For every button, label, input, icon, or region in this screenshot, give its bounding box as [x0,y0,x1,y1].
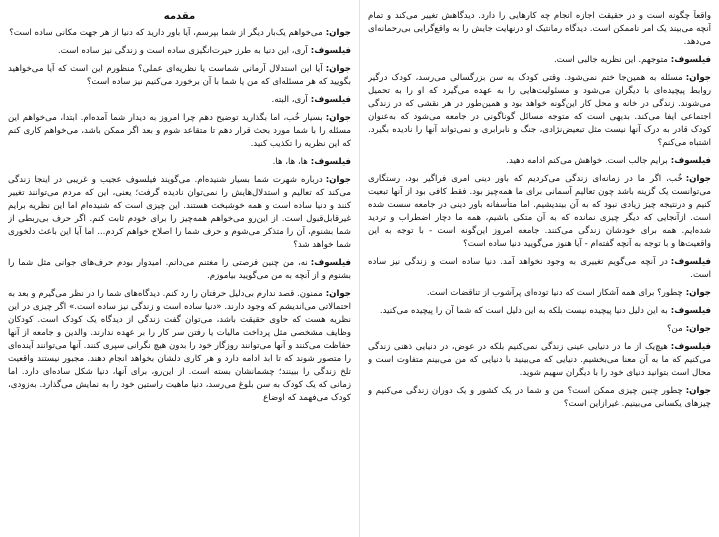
dialogue-paragraph [8,257,351,283]
paragraph-text: نه، من چنین فرصتی را مغتنم می‌دانم. امیدوار بودم حرف‌های جوانی مثل شما را بشنوم و از آنچه به من می‌گویید بیاموزم. [8,258,351,281]
speaker-label: جوان: [325,64,351,74]
paragraph-text: به این دلیل دنیا پیچیده نیست بلکه به این دلیل است که شما آن را پیچیده می‌کنید. [379,306,668,316]
paragraph-text: واقعاً چگونه است و در حقیقت اجازه انجام چه کارهایی را دارد. دیدگاهش تغییر می‌کند و تمام آنچه می‌بیند یک امر ناممکن است. دیدگاه رمانتیک او درنهایت جایش را به واقع‌گرایی بی‌رحمانه‌ای می‌دهد. [368,11,711,47]
paragraph-text: آری، البته. [271,95,308,105]
paragraph-text: هیچ‌یک از ما در دنیایی عینی زندگی نمی‌کنیم بلکه در عوض، در دنیایی ذهنی زندگی می‌کنیم که ما به آن معنا می‌بخشیم. دنیایی که می‌بینید با دنیایی که من می‌بینم متفاوت است و محال است بتوانید دنیای خود را با دیگران سهیم شوید. [368,342,711,378]
dialogue-paragraph [368,256,711,282]
paragraph-text: برایم جالب است. خواهش می‌کنم ادامه دهید. [506,156,668,166]
paragraph-text: درباره شهرت شما بسیار شنیده‌ام. می‌گویند فیلسوف عجیب و غریبی در اینجا زندگی می‌کند که تعالیم و استدلال‌هایش را نمی‌توان نادیده گرفت؛ یعنی، این که مردم می‌توانند تغییر کنند و دنیا ساده است و همه خوشبخت هستند. این چیزی است که شنیده‌ام اما این نظریه برایم غیرقابل‌قبول است. از این‌رو می‌خواهم همه‌چیز را برای خودم ثابت کنم. اگر حرف بی‌ربطی از شما بشنوم، آن را متذکر می‌شوم و حرف شما را اصلاح خواهم کردم... اما آیا این باعث دلخوری شما خواهد شد؟ [8,175,351,250]
speaker-label: جوان: [685,174,711,184]
speaker-label: فیلسوف: [310,95,351,105]
paragraph-text: آیا این استدلال آرمانی شماست یا نظریه‌ای عملی؟ منظورم این است که آیا می‌خواهید بگویید که هر مسئله‌ای که من یا شما با آن برخورد می‌کنیم نیز ساده است؟ [8,64,351,87]
dialogue-paragraph [368,173,711,251]
paragraph-text: مسئله به همین‌جا ختم نمی‌شود. وقتی کودک به سن بزرگسالی می‌رسد، کودک درگیر روابط پیچیده‌ای با دیگران می‌شود و مسئولیت‌هایی را به عهده می‌گیرد که او را به تحمیل می‌شوند. زندگی در خانه و محل کار این‌گونه خواهد بود و همین‌طور در هر نقشی که در زندگی اجتماعی ایفا می‌کند. بدیهی است که متوجه مسائل گوناگونی در جامعه می‌شود که به‌عنوان کودک قادر به درک آنها نیست مثل تبعیض‌نژادی، جنگ و نابرابری و نمی‌تواند آنها را نادیده بگیرد. اشتباه می‌کنم؟ [368,73,711,148]
dialogue-paragraph [368,385,711,411]
dialogue-paragraph [8,45,351,58]
dialogue-paragraph [368,54,711,67]
speaker-label: فیلسوف: [310,157,351,167]
paragraph-text: خُب، اگر ما در زمانه‌ای زندگی می‌کردیم که باور دینی امری فراگیر بود، رستگاری می‌توانست یک گزینه باشد چون تعالیم آسمانی برای ما همه‌چیز بود. فقط کافی بود از آنها تبعیت کنیم و درنتیجه چیز زیادی نبود که به آن بیندیشیم. اما متأسفانه باور دینی در جامعه سست شده است. ازآنجایی که دیگر چیزی نمانده که به آن متکی باشیم، همه ما دچار اضطراب و تردید شده‌ایم. همه برای خودشان زندگی می‌کنند. جامعه امروز این‌گونه است - با توجه به این واقعیت‌ها و با توجه به آنچه گفته‌ام - آیا هنوز می‌گویید دنیا ساده است؟ [368,174,711,249]
paragraph-text: آری، این دنیا به طرز حیرت‌انگیزی ساده است و زندگی نیز ساده است. [57,46,308,56]
dialogue-paragraph [8,63,351,89]
paragraph-text: ها، ها، ها. [272,157,308,167]
section-heading: مقدمه [163,11,196,22]
speaker-label: فیلسوف: [310,46,351,56]
speaker-label: جوان: [325,289,351,299]
paragraph-text: متوجهم. این نظریه جالبی است. [553,55,668,65]
speaker-label: جوان: [325,175,351,185]
dialogue-paragraph [8,174,351,252]
dialogue-paragraph [8,94,351,107]
speaker-label: جوان: [685,386,711,396]
speaker-label: فیلسوف: [670,55,711,65]
dialogue-paragraph [368,287,711,300]
left-page-body [8,27,351,405]
speaker-label: جوان: [685,288,711,298]
dialogue-paragraph [368,72,711,150]
speaker-label: فیلسوف: [310,258,351,268]
dialogue-paragraph [8,156,351,169]
paragraph-text: می‌خواهم یک‌بار دیگر از شما بپرسم، آیا باور دارید که دنیا از هر جهت مکانی ساده است؟ [9,28,323,38]
dialogue-paragraph [8,112,351,151]
speaker-label: جوان: [325,113,351,123]
speaker-label: فیلسوف: [670,306,711,316]
speaker-label: جوان: [685,324,711,334]
paragraph-text: ممنون. قصد ندارم بی‌دلیل حرفتان را رد کنم. دیدگاه‌های شما را در نظر می‌گیرم و بعد به احتمالاتی می‌اندیشم که وجود دارند. «دنیا ساده است و زندگی نیز ساده است.» اگر چیزی در این نظریه هست که حاوی حقیقت باشد، می‌توان گفت زندگی از دیدگاه یک کودک است. کودکان وظایف مشخصی مثل پرداخت مالیات یا رفتن سر کار را بر عهده ندارند. والدین و جامعه از آنها حفاظت می‌کنند و آنها می‌توانند روزگار خود را بدون هیچ نگرانی سپری کنند. آنها می‌توانند آینده‌ای را متصور شوند که تا ابد ادامه دارد و هر کاری دلشان بخواهد انجام دهند. مجبور نیستند واقعیت تلخ زندگی را ببینند؛ چشمانشان بسته است. از این‌رو، برای آنها، دنیا شکل ساده‌ای دارد. اما زمانی که یک کودک به سن بلوغ می‌رسد، دنیا ماهیت راستین خود را به نمایش می‌گذارد. به‌زودی، کودک می‌فهمد که اوضاع [8,289,351,403]
dialogue-paragraph [368,155,711,168]
page-gutter [359,0,360,537]
dialogue-paragraph [368,323,711,336]
right-page [368,10,711,530]
dialogue-paragraph [368,341,711,380]
speaker-label: فیلسوف: [670,257,711,267]
speaker-label: جوان: [325,28,351,38]
paragraph-text: بسیار خُب، اما بگذارید توضیح دهم چرا امروز به دیدار شما آمده‌ام. ابتدا، می‌خواهم این مسئله را با شما مورد بحث قرار دهم تا متقاعد شوم و بعد اگر ممکن باشد، می‌خواهم کاری کنم که این نظریه را تکذیب کنید. [8,113,351,149]
paragraph-text: چطور؟ برای همه آشکار است که دنیا توده‌ای پرآشوب از تناقضات است. [426,288,683,298]
paragraph-text: چطور چنین چیزی ممکن است؟ من و شما در یک کشور و یک دوران زندگی می‌کنیم و چیزهای یکسانی می‌بینیم. غیرازاین است؟ [368,386,711,409]
right-page-body [368,10,711,411]
left-page [8,10,351,530]
dialogue-paragraph [8,288,351,405]
speaker-label: جوان: [685,73,711,83]
paragraph-text: من؟ [666,324,683,334]
speaker-label: فیلسوف: [670,156,711,166]
dialogue-paragraph [368,305,711,318]
speaker-label: فیلسوف: [670,342,711,352]
paragraph-text: در آنچه می‌گویم تغییری به وجود نخواهد آمد. دنیا ساده است و زندگی نیز ساده است. [368,257,711,280]
dialogue-paragraph [368,10,711,49]
dialogue-paragraph [8,27,351,40]
